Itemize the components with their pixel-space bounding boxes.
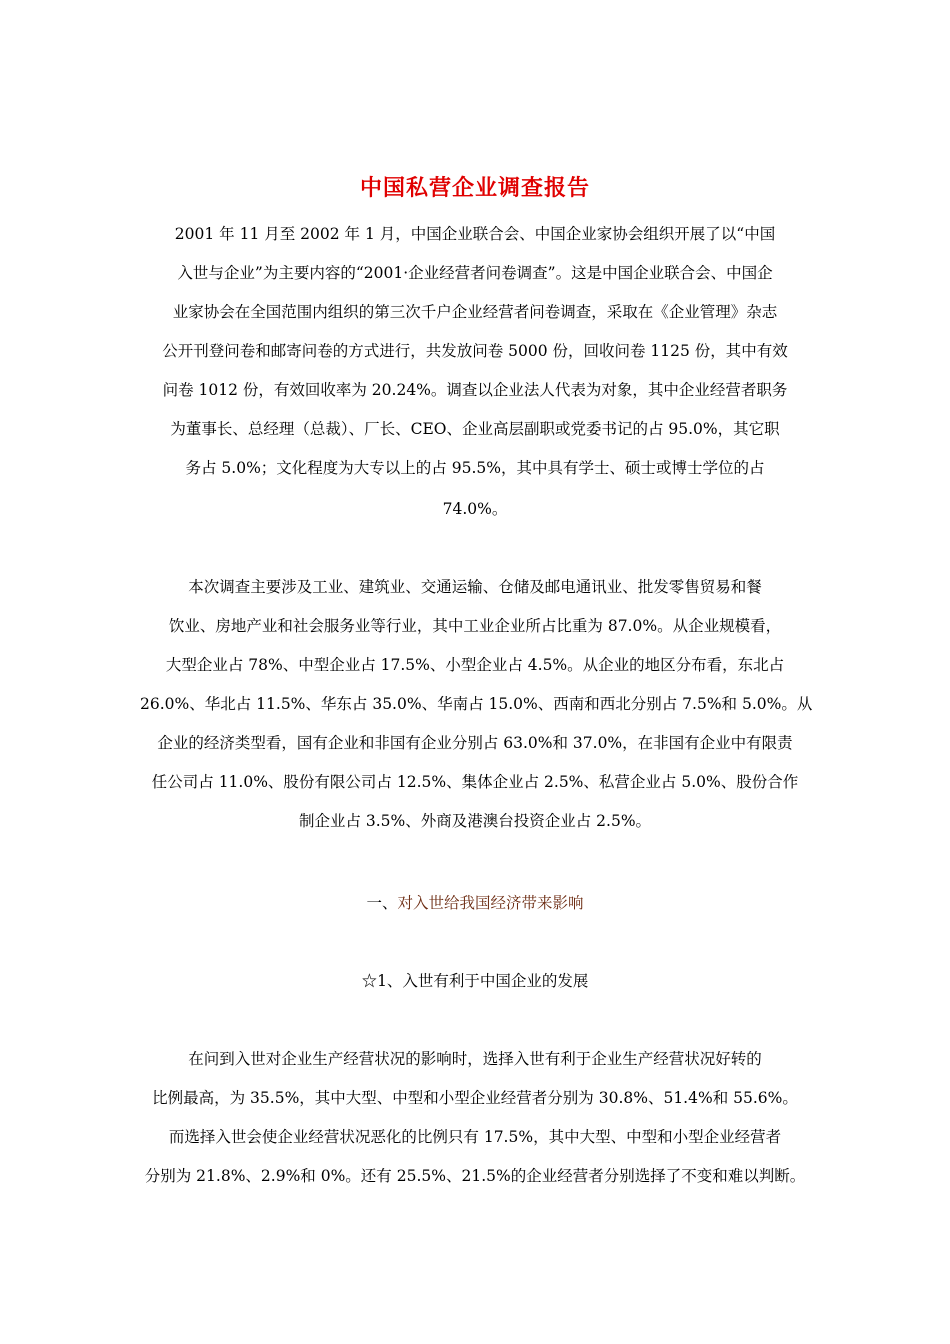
section-heading [0,888,950,918]
intro-paragraph [140,215,810,529]
paragraph-line: 问卷 1012 份，有效回收率为 20.24%。调查以企业法人代表为对象，其中企业经营者职务 [162,381,788,399]
paragraph-line: 任公司占 11.0%、股份有限公司占 12.5%、集体企业占 2.5%、私营企业占 5.0%、股份合作 [151,773,799,791]
paragraph-line: 制企业占 3.5%、外商及港澳台投资企业占 2.5%。 [298,812,652,830]
paragraph-line: 26.0%、华北占 11.5%、华东占 35.0%、华南占 15.0%、西南和西北分别占 7.5%和 5.0%。从 [140,695,813,713]
section-title: 对入世给我国经济带来影响 [397,894,584,912]
paragraph-line: 比例最高，为 35.5%，其中大型、中型和小型企业经营者分别为 30.8%、51.4%和 55.6%。 [152,1089,798,1107]
section-number: 一、 [366,894,398,912]
paragraph-line: 为董事长、总经理（总裁）、厂长、CEO、企业高层副职或党委书记的占 95.0%，其它职 [170,420,780,438]
paragraph-line: 大型企业占 78%、中型企业占 17.5%、小型企业占 4.5%。从企业的地区分布看，东北占 [165,656,785,674]
paragraph-line: 在问到入世对企业生产经营状况的影响时，选择入世有利于企业生产经营状况好转的 [188,1050,762,1068]
paragraph-line: 务占 5.0%；文化程度为大专以上的占 95.5%，其中具有学士、硕士或博士学位的占 [185,459,765,477]
paragraph-line: 2001 年 11 月至 2002 年 1 月，中国企业联合会、中国企业家协会组织开展了以“中国 [174,225,776,243]
document-title: 中国私营企业调查报告 [359,176,590,201]
paragraph-line: 业家协会在全国范围内组织的第三次千户企业经营者问卷调查，采取在《企业管理》杂志 [172,303,778,321]
paragraph-line: 公开刊登问卷和邮寄问卷的方式进行，共发放问卷 5000 份，回收问卷 1125 份，其中有效 [162,342,788,360]
paragraph-line: 入世与企业”为主要内容的“2001·企业经营者问卷调查”。这是中国企业联合会、中国企 [177,264,773,282]
paragraph-line: 企业的经济类型看，国有企业和非国有企业分别占 63.0%和 37.0%，在非国有企业中有限责 [157,734,793,752]
paragraph-line: 74.0%。 [442,500,508,518]
impact-paragraph [140,1040,810,1196]
paragraph-line: 本次调查主要涉及工业、建筑业、交通运输、仓储及邮电通讯业、批发零售贸易和餐 [188,578,762,596]
paragraph-line: 饮业、房地产业和社会服务业等行业，其中工业企业所占比重为 87.0%。从企业规模看， [168,617,782,635]
survey-scope-paragraph [140,568,813,841]
paragraph-line: 分别为 21.8%、2.9%和 0%。还有 25.5%、21.5%的企业经营者分别选择了不变和难以判断。 [144,1167,806,1185]
paragraph-line: 而选择入世会使企业经营状况恶化的比例只有 17.5%，其中大型、中型和小型企业经营者 [168,1128,782,1146]
subsection-heading: ☆1、入世有利于中国企业的发展 [361,972,589,990]
